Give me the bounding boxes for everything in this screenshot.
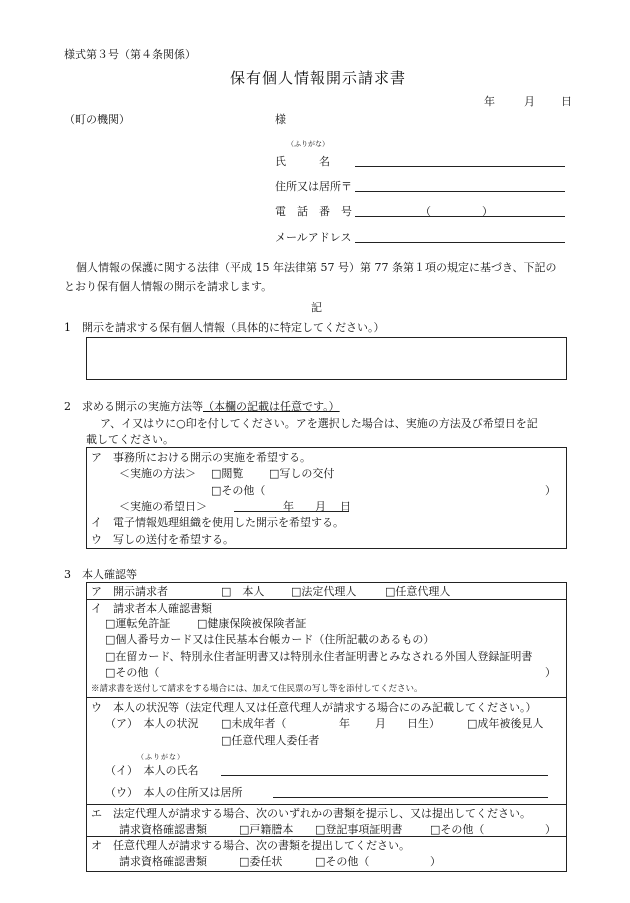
organization-label: （町の機関） bbox=[64, 113, 130, 126]
divider bbox=[86, 697, 567, 698]
applicant-furigana-label: （ふりがな） bbox=[287, 140, 329, 148]
doc-license-checkbox[interactable]: □運転免許証 bbox=[105, 617, 171, 630]
legal-other-close: ） bbox=[545, 823, 556, 836]
principal-address-field[interactable] bbox=[273, 797, 548, 798]
section-1-title: 1 開示を請求する保有個人情報（具体的に特定してください。） bbox=[64, 321, 385, 334]
requester-self-checkbox[interactable]: □ 本人 bbox=[221, 585, 265, 598]
method-other-close: ） bbox=[545, 484, 556, 497]
voluntary-other-close: ） bbox=[430, 855, 441, 868]
status-birth-day: 日生） bbox=[407, 717, 440, 730]
principal-furigana-label: （ふりがな） bbox=[137, 753, 185, 761]
section-2-note-2: 載してください。 bbox=[86, 433, 174, 446]
principal-address-label: （ウ） 本人の住所又は居所 bbox=[105, 786, 243, 799]
email-field[interactable] bbox=[355, 242, 565, 243]
method-copy-checkbox[interactable]: □写しの交付 bbox=[269, 467, 335, 480]
name-label: 氏 名 bbox=[275, 155, 330, 168]
status-minor-checkbox[interactable]: □未成年者（ bbox=[221, 717, 287, 730]
section-2-note-1: ア、イ又はウに○印を付してください。アを選択した場合は、実施の方法及び希望日を記 bbox=[100, 417, 538, 430]
intro-line-2: とおり保有個人情報の開示を請求します。 bbox=[64, 280, 273, 293]
status-delegator-checkbox[interactable]: □任意代理人委任者 bbox=[221, 734, 320, 747]
principal-name-field[interactable] bbox=[221, 775, 548, 776]
voluntary-agent-title: オ 任意代理人が請求する場合、次の書類を提出してください。 bbox=[91, 839, 410, 852]
legal-registry-checkbox[interactable]: □登記事項証明書 bbox=[315, 823, 403, 836]
legal-other-checkbox[interactable]: □その他（ bbox=[430, 823, 485, 836]
doc-other-close: ） bbox=[545, 666, 556, 679]
method-view-checkbox[interactable]: □閲覧 bbox=[211, 467, 244, 480]
requester-legal-checkbox[interactable]: □法定代理人 bbox=[291, 585, 357, 598]
doc-residence-checkbox[interactable]: □在留カード、特別永住者証明書又は特別永住者証明書とみなされる外国人登録証明書 bbox=[105, 650, 533, 663]
divider bbox=[86, 599, 567, 600]
form-number: 様式第３号（第４条関係） bbox=[64, 48, 196, 61]
date-wish-day: 日 bbox=[340, 500, 351, 513]
date-month-label: 月 bbox=[524, 95, 535, 108]
option-i-electronic[interactable]: イ 電子情報処理組織を使用した開示を希望する。 bbox=[91, 516, 344, 529]
principal-name-label: （イ） 本人の氏名 bbox=[105, 764, 199, 777]
option-u-mail[interactable]: ウ 写しの送付を希望する。 bbox=[91, 533, 234, 546]
voluntary-proxy-checkbox[interactable]: □委任状 bbox=[239, 855, 283, 868]
voluntary-other-checkbox[interactable]: □その他（ bbox=[315, 855, 370, 868]
status-title: ウ 本人の状況等（法定代理人又は任意代理人が請求する場合にのみ記載してください。） bbox=[91, 701, 537, 714]
phone-paren-open: （ bbox=[420, 205, 431, 218]
section-3-title: 3 本人確認等 bbox=[64, 568, 137, 581]
section-2-title-text: 2 求める開示の実施方法等 bbox=[64, 400, 203, 413]
doc-other-checkbox[interactable]: □その他（ bbox=[105, 666, 160, 679]
divider bbox=[86, 804, 567, 805]
doc-mynumber-checkbox[interactable]: □個人番号カード又は住民基本台帳カード（住所記載のあるもの） bbox=[105, 633, 435, 646]
legal-agent-title: エ 法定代理人が請求する場合、次のいずれかの書類を提示し、又は提出してください。 bbox=[91, 807, 531, 820]
name-field[interactable] bbox=[355, 166, 565, 167]
option-a-office[interactable]: ア 事務所における開示の実施を希望する。 bbox=[91, 451, 311, 464]
address-field[interactable] bbox=[355, 191, 565, 192]
section-2-title bbox=[64, 401, 340, 412]
ki-label: 記 bbox=[311, 301, 322, 314]
date-wish-month: 月 bbox=[315, 500, 326, 513]
id-docs-title: イ 請求者本人確認書類 bbox=[91, 602, 212, 615]
phone-paren-close: ） bbox=[482, 205, 493, 218]
requester-label: ア 開示請求者 bbox=[91, 585, 168, 598]
phone-field[interactable] bbox=[355, 216, 565, 217]
divider bbox=[86, 836, 567, 837]
doc-insurance-checkbox[interactable]: □健康保険被保険者証 bbox=[197, 617, 307, 630]
date-day-label: 日 bbox=[561, 95, 572, 108]
requester-voluntary-checkbox[interactable]: □任意代理人 bbox=[385, 585, 451, 598]
method-label: ＜実施の方法＞ bbox=[119, 467, 196, 480]
voluntary-qualification-label: 請求資格確認書類 bbox=[119, 855, 207, 868]
address-label: 住所又は居所〒 bbox=[275, 180, 352, 193]
doc-note: ※請求書を送付して請求をする場合には、加えて住民票の写し等を添付してください。 bbox=[91, 684, 423, 694]
date-wish-label: ＜実施の希望日＞ bbox=[119, 500, 207, 513]
email-label: メールアドレス bbox=[275, 231, 352, 244]
date-wish-year: 年 bbox=[283, 500, 294, 513]
status-birth-year: 年 bbox=[339, 717, 350, 730]
legal-qualification-label: 請求資格確認書類 bbox=[119, 823, 207, 836]
date-year-label: 年 bbox=[484, 95, 495, 108]
status-birth-month: 月 bbox=[375, 717, 386, 730]
status-ward-checkbox[interactable]: □成年被後見人 bbox=[467, 717, 544, 730]
requested-info-box[interactable] bbox=[86, 337, 567, 380]
sama-label: 様 bbox=[275, 113, 286, 126]
legal-koseki-checkbox[interactable]: □戸籍謄本 bbox=[239, 823, 294, 836]
phone-label: 電 話 番 号 bbox=[275, 205, 352, 218]
method-other-checkbox[interactable]: □その他（ bbox=[211, 484, 266, 497]
status-label: （ア） 本人の状況 bbox=[105, 717, 199, 730]
intro-line-1: 個人情報の保護に関する法律（平成 15 年法律第 57 号）第 77 条第１項の規定に基づき、下記の bbox=[76, 261, 557, 274]
page-title: 保有個人情報開示請求書 bbox=[230, 69, 407, 87]
section-2-optional-note: （本欄の記載は任意です。） bbox=[203, 400, 340, 413]
